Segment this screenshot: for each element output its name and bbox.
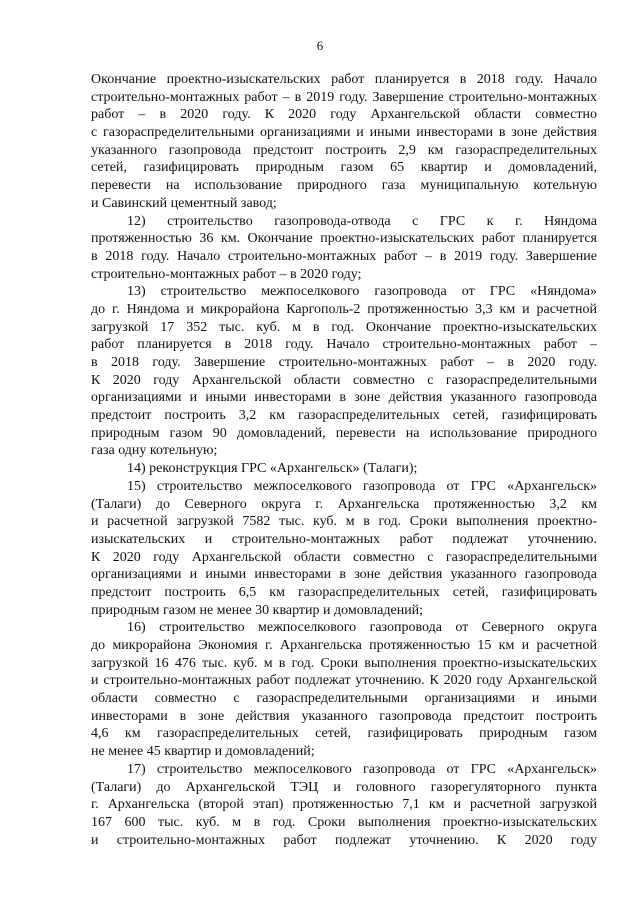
- text-line: К 2020 году Архангельской области совместно с газораспределительными: [91, 549, 597, 565]
- text-line: протяженностью 36 км. Окончание проектно-изыскательских работ планируется: [91, 231, 597, 247]
- text-line: перевести на использование природного газа муниципальную котельную: [91, 178, 597, 194]
- text-line: строительно-монтажных работ – в 2019 году. Завершение строительно-монтажных: [91, 89, 597, 105]
- text-line: г. Архангельска (второй этап) протяженностью 7,1 км и расчетной загрузкой: [91, 797, 597, 813]
- text-line: Окончание проектно-изыскательских работ планируется в 2018 году. Начало: [91, 72, 597, 87]
- text-line: не менее 45 квартир и домовладений;: [91, 744, 315, 760]
- text-line: предстоит построить 3,2 км газораспределительных сетей, газифицировать: [91, 408, 597, 424]
- text-line: и строительно-монтажных работ подлежат уточнению. К 2020 году Архангельской: [91, 673, 597, 689]
- text-line: с газораспределительными организациями и иными инвесторами в зоне действия: [91, 125, 597, 141]
- text-line: 14) реконструкция ГРС «Архангельск» (Талаги);: [127, 461, 418, 477]
- text-line: 15) строительство межпоселкового газопровода от ГРС «Архангельск»: [127, 478, 597, 494]
- text-line: изыскательских и строительно-монтажных работ подлежат уточнению.: [91, 531, 597, 547]
- page-number: 6: [316, 38, 324, 53]
- text-line: в 2018 году. Начало строительно-монтажных работ – в 2019 году. Завершение: [91, 248, 597, 264]
- text-line: работ планируется в 2018 году. Начало строительно-монтажных работ –: [91, 337, 597, 353]
- text-line: строительно-монтажных работ – в 2020 году;: [91, 266, 362, 282]
- text-line: до г. Няндома и микрорайона Каргополь-2 протяженностью 3,3 км и расчетной: [91, 301, 597, 317]
- text-line: и расчетной загрузкой 7582 тыс. куб. м в год. Сроки выполнения проектно-: [91, 514, 597, 530]
- text-line: в 2018 году. Завершение строительно-монтажных работ – в 2020 году.: [91, 355, 597, 370]
- text-line: 13) строительство межпоселкового газопровода от ГРС «Няндома»: [127, 284, 597, 300]
- text-line: (Талаги) до Северного округа г. Архангельска протяженностью 3,2 км: [91, 496, 597, 512]
- body-text: [91, 71, 597, 849]
- text-line: работ – в 2020 году. К 2020 году Архангельской области совместно: [91, 107, 597, 123]
- text-line: загрузкой 16 476 тыс. куб. м в год. Сроки выполнения проектно-изыскательских: [91, 655, 597, 671]
- text-line: природным газом не менее 30 квартир и домовладений;: [91, 602, 424, 618]
- text-line: газа одну котельную;: [91, 443, 218, 459]
- text-line: и строительно-монтажных работ подлежат уточнению. К 2020 году: [91, 832, 597, 848]
- text-line: организациями и иными инвесторами в зоне действия указанного газопровода: [91, 567, 597, 583]
- text-line: 12) строительство газопровода-отвода с ГРС к г. Няндома: [127, 213, 597, 229]
- text-line: 167 600 тыс. куб. м в год. Сроки выполнения проектно-изыскательских: [91, 814, 597, 830]
- text-line: 17) строительство межпоселкового газопровода от ГРС «Архангельск»: [127, 761, 597, 777]
- text-line: инвесторами в зоне действия указанного газопровода предстоит построить: [91, 708, 597, 724]
- text-line: 16) строительство межпоселкового газопровода от Северного округа: [127, 620, 597, 636]
- text-line: К 2020 году Архангельской области совместно с газораспределительными: [91, 372, 597, 388]
- text-line: загрузкой 17 352 тыс. куб. м в год. Окончание проектно-изыскательских: [91, 319, 597, 335]
- text-line: и Савинский цементный завод;: [91, 195, 277, 211]
- text-line: области совместно с газораспределительными организациями и иными: [91, 691, 597, 707]
- text-line: до микрорайона Экономия г. Архангельска протяженностью 15 км и расчетной: [91, 638, 597, 653]
- text-line: (Талаги) до Архангельской ТЭЦ и головного газорегуляторного пункта: [91, 779, 597, 795]
- text-line: сетей, газифицировать природным газом 65 квартир и домовладений,: [91, 160, 597, 176]
- text-line: предстоит построить 6,5 км газораспределительных сетей, газифицировать: [91, 584, 597, 600]
- text-line: 4,6 км газораспределительных сетей, газифицировать природным газом: [91, 726, 597, 742]
- text-line: природным газом 90 домовладений, перевести на использование природного: [91, 425, 597, 441]
- text-line: организациями и иными инвесторами в зоне действия указанного газопровода: [91, 390, 597, 406]
- text-line: указанного газопровода предстоит построить 2,9 км газораспределительных: [91, 142, 597, 158]
